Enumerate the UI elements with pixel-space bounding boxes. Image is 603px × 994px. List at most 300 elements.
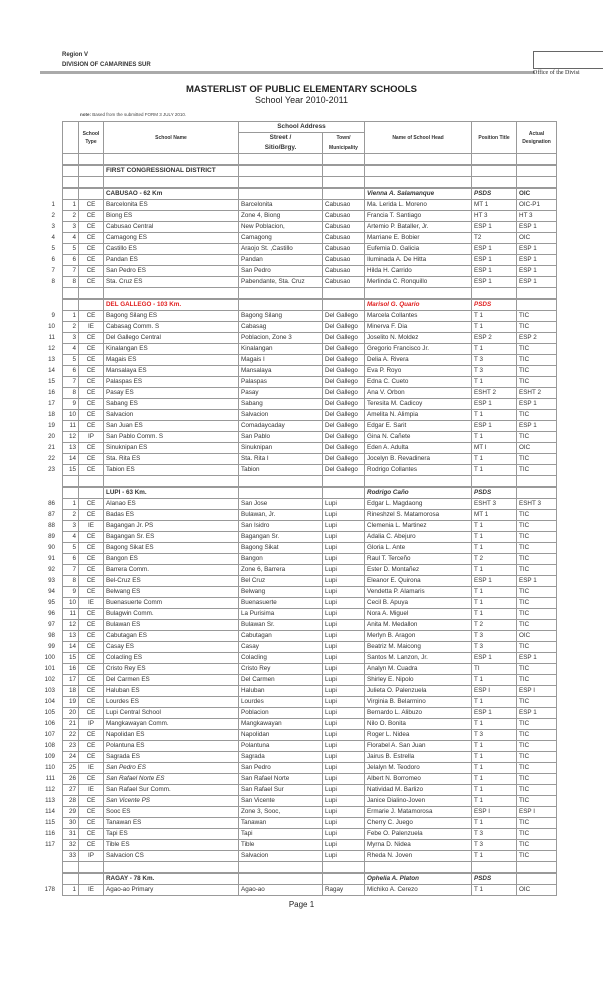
- school-index: 21: [63, 719, 79, 730]
- table-row: [63, 620, 557, 631]
- school-index: 6: [63, 366, 79, 377]
- spacer-row: [63, 154, 557, 166]
- table-row: [63, 200, 557, 211]
- school-head: Natividad M. Barlizo: [365, 785, 472, 796]
- empty-cell: [79, 299, 104, 311]
- masterlist-table: [62, 121, 557, 896]
- school-type: CE: [79, 388, 104, 399]
- spacer-row: [63, 476, 557, 488]
- actual-designation: TIC: [517, 322, 557, 333]
- school-head: Edna C. Cueto: [365, 377, 472, 388]
- table-row: [63, 719, 557, 730]
- school-town: Del Gallego: [323, 311, 365, 322]
- actual-designation: ESHT 3: [517, 499, 557, 510]
- position-title: T 1: [472, 410, 517, 421]
- empty-cell: [63, 487, 79, 499]
- school-street: Pandan: [239, 255, 323, 266]
- school-town: Lupi: [323, 598, 365, 609]
- school-head: Teresita M. Cadicoy: [365, 399, 472, 410]
- actual-designation: TIC: [517, 785, 557, 796]
- actual-designation: TIC: [517, 587, 557, 598]
- school-name: Sta. Rita ES: [104, 454, 239, 465]
- position-title: T 1: [472, 785, 517, 796]
- position-title: T 1: [472, 741, 517, 752]
- row-number: 115: [45, 818, 55, 826]
- school-type: CE: [79, 741, 104, 752]
- school-index: 30: [63, 818, 79, 829]
- school-head: Artemio P. Bataller, Jr.: [365, 222, 472, 233]
- school-index: 9: [63, 587, 79, 598]
- school-street: Araojo St. ,Castillo: [239, 244, 323, 255]
- school-town: Lupi: [323, 785, 365, 796]
- table-row: [63, 333, 557, 344]
- table-row: [63, 366, 557, 377]
- school-head: Ma. Lerida L. Moreno: [365, 200, 472, 211]
- school-index: 11: [63, 609, 79, 620]
- school-type: IE: [79, 322, 104, 333]
- school-index: 31: [63, 829, 79, 840]
- table-row: [63, 510, 557, 521]
- school-index: 12: [63, 620, 79, 631]
- school-street: Magais I: [239, 355, 323, 366]
- area-supervisor-position: PSDS: [472, 487, 517, 499]
- row-number: 90: [48, 543, 55, 551]
- actual-designation: ESP 2: [517, 333, 557, 344]
- school-head: Gregorio Francisco Jr.: [365, 344, 472, 355]
- actual-designation: OIC: [517, 631, 557, 642]
- area-supervisor: Vienna A. Salamanque: [365, 188, 472, 200]
- position-title: T 1: [472, 465, 517, 476]
- row-number: 8: [51, 277, 55, 285]
- school-type: CE: [79, 266, 104, 277]
- actual-designation: TIC: [517, 620, 557, 631]
- empty-cell: [63, 873, 79, 885]
- school-index: 22: [63, 730, 79, 741]
- col-header-position-title: Position Title: [472, 122, 517, 154]
- school-type: CE: [79, 818, 104, 829]
- school-head: Albert N. Borromeo: [365, 774, 472, 785]
- school-street: Agao-ao: [239, 885, 323, 896]
- position-title: T 1: [472, 377, 517, 388]
- school-name: Del Gallego Central: [104, 333, 239, 344]
- row-number: 94: [48, 587, 55, 595]
- row-number: 117: [45, 840, 55, 848]
- school-name: San Pablo Comm. S: [104, 432, 239, 443]
- school-street: Sinuknipan: [239, 443, 323, 454]
- school-head: Merlyn B. Aragon: [365, 631, 472, 642]
- table-row: [63, 421, 557, 432]
- row-number: 86: [48, 499, 55, 507]
- row-number: 2: [51, 211, 55, 219]
- table-row: [63, 554, 557, 565]
- school-name: San Rafael Sur Comm.: [104, 785, 239, 796]
- school-head: Florabel A. San Juan: [365, 741, 472, 752]
- empty-cell: [323, 299, 365, 311]
- row-number: 87: [48, 510, 55, 518]
- table-row: [63, 642, 557, 653]
- school-town: Del Gallego: [323, 432, 365, 443]
- school-name: Colacling ES: [104, 653, 239, 664]
- school-index: 2: [63, 322, 79, 333]
- school-type: IP: [79, 719, 104, 730]
- row-number: 103: [44, 686, 55, 694]
- empty-cell: [239, 487, 323, 499]
- school-street: San Isidro: [239, 521, 323, 532]
- position-title: T 1: [472, 521, 517, 532]
- school-head: Ana V. Orbon: [365, 388, 472, 399]
- table-row: [63, 686, 557, 697]
- actual-designation: HT 3: [517, 211, 557, 222]
- school-type: CE: [79, 730, 104, 741]
- area-supervisor-designation: [517, 873, 557, 885]
- position-title: ESP 1: [472, 277, 517, 288]
- school-head: Merlinda C. Ronquillo: [365, 277, 472, 288]
- region-label: Region V: [62, 52, 89, 58]
- school-head: Analyn M. Cuadra: [365, 664, 472, 675]
- col-header-school-address: School Address: [239, 122, 365, 133]
- school-type: IE: [79, 785, 104, 796]
- school-town: Del Gallego: [323, 366, 365, 377]
- row-number: 3: [51, 222, 55, 230]
- actual-designation: TIC: [517, 565, 557, 576]
- actual-designation: TIC: [517, 719, 557, 730]
- school-head: Delia A. Rivera: [365, 355, 472, 366]
- school-index: 11: [63, 421, 79, 432]
- empty-cell: [63, 299, 79, 311]
- school-type: CE: [79, 807, 104, 818]
- position-title: TI: [472, 664, 517, 675]
- row-number: 6: [51, 255, 55, 263]
- school-street: Napolidan: [239, 730, 323, 741]
- school-type: IE: [79, 521, 104, 532]
- table-row: [63, 499, 557, 510]
- school-type: CE: [79, 421, 104, 432]
- school-name: Kinalangan ES: [104, 344, 239, 355]
- row-number: 18: [48, 410, 55, 418]
- row-number: 97: [48, 620, 55, 628]
- school-head: Santos M. Lanzon, Jr.: [365, 653, 472, 664]
- school-head: Amelita N. Alimpia: [365, 410, 472, 421]
- school-index: 14: [63, 454, 79, 465]
- school-index: 12: [63, 432, 79, 443]
- school-town: Lupi: [323, 840, 365, 851]
- row-number: 114: [45, 807, 55, 815]
- school-head: Febe O. Palenzuela: [365, 829, 472, 840]
- school-head: Minerva F. Dia: [365, 322, 472, 333]
- position-title: T 1: [472, 851, 517, 862]
- school-type: CE: [79, 565, 104, 576]
- school-town: Del Gallego: [323, 355, 365, 366]
- row-number: 1: [51, 200, 55, 208]
- actual-designation: ESP 1: [517, 708, 557, 719]
- school-name: Cristo Rey ES: [104, 664, 239, 675]
- table-row: [63, 675, 557, 686]
- actual-designation: TIC: [517, 774, 557, 785]
- school-type: CE: [79, 554, 104, 565]
- school-index: 5: [63, 543, 79, 554]
- actual-designation: ESP 1: [517, 653, 557, 664]
- school-type: CE: [79, 774, 104, 785]
- school-street: San Pedro: [239, 266, 323, 277]
- school-head: Francia T. Santiago: [365, 211, 472, 222]
- school-town: Lupi: [323, 631, 365, 642]
- school-town: Lupi: [323, 851, 365, 862]
- row-number: 116: [45, 829, 55, 837]
- table-row: [63, 388, 557, 399]
- school-index: 10: [63, 410, 79, 421]
- row-number: 110: [45, 763, 55, 771]
- school-street: La Purisima: [239, 609, 323, 620]
- school-index: 18: [63, 686, 79, 697]
- position-title: MT 1: [472, 200, 517, 211]
- school-name: Sta. Cruz ES: [104, 277, 239, 288]
- school-head: Nilo O. Bonita: [365, 719, 472, 730]
- school-town: Lupi: [323, 719, 365, 730]
- school-index: 15: [63, 465, 79, 476]
- school-type: CE: [79, 587, 104, 598]
- area-supervisor-designation: [517, 299, 557, 311]
- school-head: Roger L. Nidea: [365, 730, 472, 741]
- area-supervisor-position: PSDS: [472, 299, 517, 311]
- school-town: Lupi: [323, 499, 365, 510]
- school-street: Tanawan: [239, 818, 323, 829]
- area-supervisor: Rodrigo Caño: [365, 487, 472, 499]
- school-name: Mansalaya ES: [104, 366, 239, 377]
- table-row: [63, 840, 557, 851]
- table-row: [63, 653, 557, 664]
- position-title: ESP 1: [472, 421, 517, 432]
- school-name: Pandan ES: [104, 255, 239, 266]
- school-type: CE: [79, 311, 104, 322]
- school-type: IE: [79, 763, 104, 774]
- col-header-school-head: Name of School Head: [365, 122, 472, 154]
- school-head: Rodrigo Collantes: [365, 465, 472, 476]
- school-head: Janice Dialino-Joven: [365, 796, 472, 807]
- school-head: Cherry C. Juego: [365, 818, 472, 829]
- school-head: Cecil B. Apuya: [365, 598, 472, 609]
- school-name: Tible ES: [104, 840, 239, 851]
- school-street: Lourdes: [239, 697, 323, 708]
- position-title: T 1: [472, 543, 517, 554]
- school-street: Poblacion: [239, 708, 323, 719]
- row-number: 14: [48, 366, 55, 374]
- school-street: Bulawan, Jr.: [239, 510, 323, 521]
- school-name: Palaspas ES: [104, 377, 239, 388]
- school-index: 2: [63, 211, 79, 222]
- actual-designation: TIC: [517, 851, 557, 862]
- school-index: 24: [63, 752, 79, 763]
- school-town: Lupi: [323, 708, 365, 719]
- school-town: Del Gallego: [323, 388, 365, 399]
- school-head: Eva P. Royo: [365, 366, 472, 377]
- actual-designation: TIC: [517, 432, 557, 443]
- table-row: [63, 410, 557, 421]
- school-name: Del Carmen ES: [104, 675, 239, 686]
- school-head: Eufemia D. Galicia: [365, 244, 472, 255]
- position-title: ESP I: [472, 686, 517, 697]
- note-text: Based from the submitted FORM 3 JULY 2010.: [92, 112, 187, 117]
- row-number: 107: [44, 730, 55, 738]
- school-head: Jocelyn B. Revadinera: [365, 454, 472, 465]
- school-street: Haluban: [239, 686, 323, 697]
- school-head: Michiko A. Cerezo: [365, 885, 472, 896]
- school-name: Buenasuerte Comm: [104, 598, 239, 609]
- school-type: CE: [79, 675, 104, 686]
- table-row: [63, 609, 557, 620]
- school-index: 9: [63, 399, 79, 410]
- school-name: Cabutagan ES: [104, 631, 239, 642]
- position-title: T 1: [472, 454, 517, 465]
- school-index: 1: [63, 200, 79, 211]
- row-number: 102: [44, 675, 55, 683]
- school-name: Sooc ES: [104, 807, 239, 818]
- row-number: 95: [48, 598, 55, 606]
- school-town: Lupi: [323, 532, 365, 543]
- school-name: Alanao ES: [104, 499, 239, 510]
- school-town: Lupi: [323, 763, 365, 774]
- school-index: 3: [63, 333, 79, 344]
- actual-designation: ESP 1: [517, 399, 557, 410]
- row-number: 91: [48, 554, 55, 562]
- table-row: [63, 885, 557, 896]
- table-body: [63, 154, 557, 896]
- actual-designation: TIC: [517, 410, 557, 421]
- school-index: 2: [63, 510, 79, 521]
- school-type: CE: [79, 366, 104, 377]
- school-index: 14: [63, 642, 79, 653]
- school-town: Lupi: [323, 796, 365, 807]
- spacer-row: [63, 862, 557, 874]
- school-index: 25: [63, 763, 79, 774]
- school-index: 4: [63, 344, 79, 355]
- school-type: CE: [79, 454, 104, 465]
- school-street: Bagong Silang: [239, 311, 323, 322]
- school-name: Casay ES: [104, 642, 239, 653]
- school-town: Lupi: [323, 686, 365, 697]
- school-type: CE: [79, 410, 104, 421]
- school-index: 7: [63, 377, 79, 388]
- row-number: 10: [48, 322, 55, 330]
- table-row: [63, 211, 557, 222]
- school-type: IE: [79, 885, 104, 896]
- school-head: Nora A. Miguel: [365, 609, 472, 620]
- school-town: Lupi: [323, 741, 365, 752]
- school-town: Cabusao: [323, 233, 365, 244]
- table-row: [63, 355, 557, 366]
- school-index: 32: [63, 840, 79, 851]
- actual-designation: TIC: [517, 543, 557, 554]
- school-town: Lupi: [323, 653, 365, 664]
- school-town: Del Gallego: [323, 322, 365, 333]
- school-type: CE: [79, 233, 104, 244]
- actual-designation: TIC: [517, 510, 557, 521]
- school-name: Haluban ES: [104, 686, 239, 697]
- school-type: CE: [79, 355, 104, 366]
- spacer-row: [63, 177, 557, 189]
- school-name: Tabion ES: [104, 465, 239, 476]
- row-number: 104: [44, 697, 55, 705]
- school-town: Lupi: [323, 818, 365, 829]
- position-title: T 1: [472, 796, 517, 807]
- row-number: 21: [48, 443, 55, 451]
- col-header-index: [63, 122, 79, 154]
- col-header-actual-designation: Actual Designation: [517, 122, 557, 154]
- area-supervisor-designation: [517, 487, 557, 499]
- school-name: San Pedro ES: [104, 266, 239, 277]
- school-index: 13: [63, 443, 79, 454]
- position-title: T 1: [472, 532, 517, 543]
- position-title: ESP 1: [472, 255, 517, 266]
- actual-designation: OIC: [517, 233, 557, 244]
- position-title: T 1: [472, 763, 517, 774]
- school-type: CE: [79, 697, 104, 708]
- school-type: CE: [79, 244, 104, 255]
- table-row: [63, 443, 557, 454]
- table-row: [63, 222, 557, 233]
- actual-designation: TIC: [517, 840, 557, 851]
- table-row: [63, 664, 557, 675]
- school-type: CE: [79, 222, 104, 233]
- empty-cell: [79, 487, 104, 499]
- school-town: Cabusao: [323, 222, 365, 233]
- position-title: HT 3: [472, 211, 517, 222]
- school-town: Del Gallego: [323, 421, 365, 432]
- school-head: Edgar E. Sarit: [365, 421, 472, 432]
- school-head: Clemenia L. Martinez: [365, 521, 472, 532]
- position-title: T 1: [472, 322, 517, 333]
- school-head: Virginia B. Belarmino: [365, 697, 472, 708]
- school-street: Camagong: [239, 233, 323, 244]
- school-type: CE: [79, 796, 104, 807]
- school-town: Del Gallego: [323, 399, 365, 410]
- row-number: 19: [48, 421, 55, 429]
- school-town: Lupi: [323, 664, 365, 675]
- position-title: T 1: [472, 587, 517, 598]
- table-row: [63, 851, 557, 862]
- school-head: Myrna D. Nidea: [365, 840, 472, 851]
- school-index: 6: [63, 554, 79, 565]
- table-row: [63, 277, 557, 288]
- note: [80, 112, 186, 117]
- row-number: 20: [48, 432, 55, 440]
- actual-designation: TIC: [517, 763, 557, 774]
- school-head: Bernardo L. Alibuzo: [365, 708, 472, 719]
- school-type: CE: [79, 708, 104, 719]
- school-street: Tabion: [239, 465, 323, 476]
- actual-designation: TIC: [517, 454, 557, 465]
- position-title: ESP 1: [472, 576, 517, 587]
- actual-designation: TIC: [517, 521, 557, 532]
- school-street: Bangon: [239, 554, 323, 565]
- school-name: San Juan ES: [104, 421, 239, 432]
- school-index: 20: [63, 708, 79, 719]
- empty-cell: [239, 873, 323, 885]
- school-street: Pabendante, Sta. Cruz: [239, 277, 323, 288]
- school-name: Lupi Central School: [104, 708, 239, 719]
- row-number: 109: [44, 752, 55, 760]
- school-index: 16: [63, 664, 79, 675]
- school-name: Castillo ES: [104, 244, 239, 255]
- school-type: CE: [79, 277, 104, 288]
- table-row: [63, 465, 557, 476]
- school-head: Rineshzel S. Matamorosa: [365, 510, 472, 521]
- school-name: Bagangan Sr. ES: [104, 532, 239, 543]
- row-number: 13: [48, 355, 55, 363]
- table-row: [63, 344, 557, 355]
- area-row: [63, 299, 557, 311]
- table-row: [63, 266, 557, 277]
- table-row: [63, 399, 557, 410]
